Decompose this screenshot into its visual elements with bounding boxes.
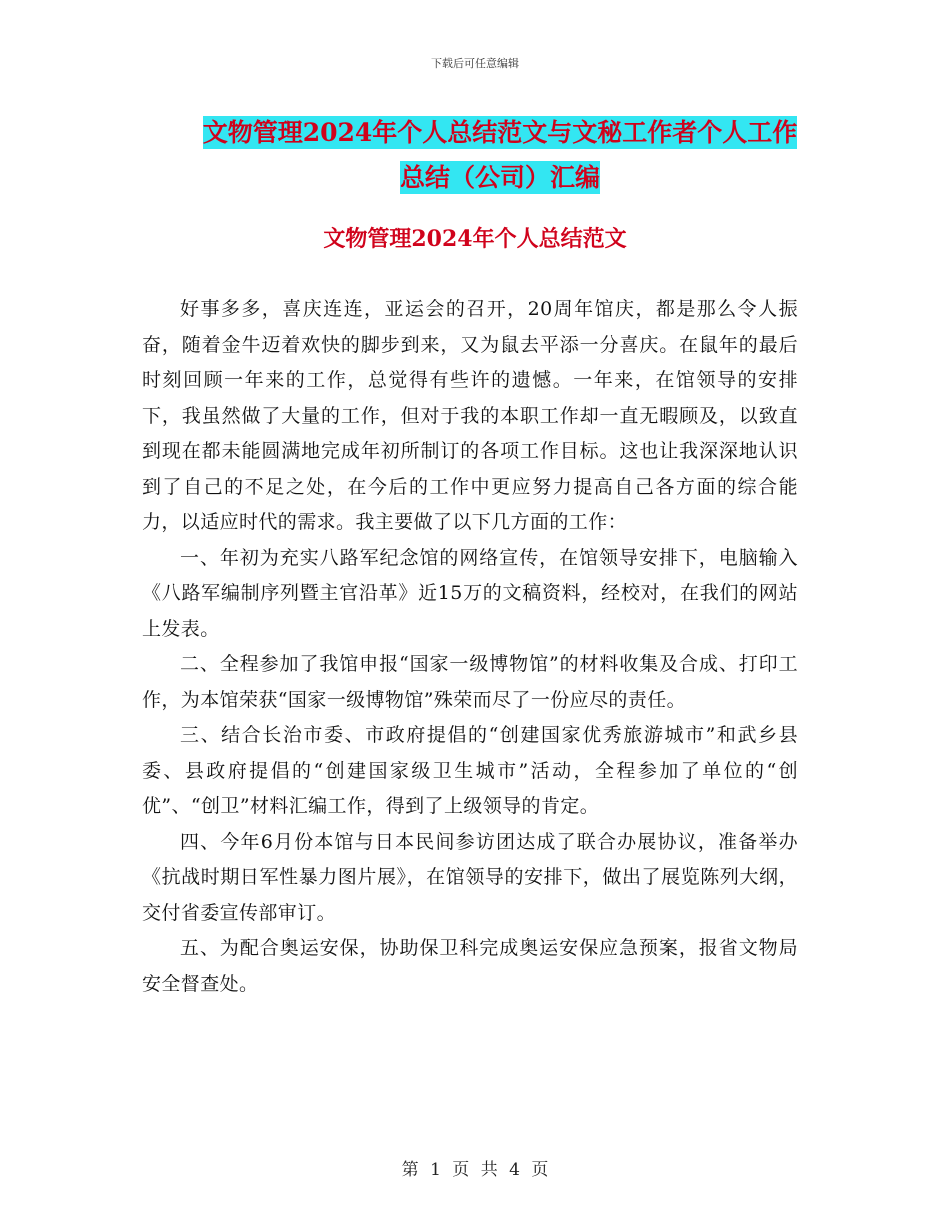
paragraph: 一、年初为充实八路军纪念馆的网络宣传，在馆领导安排下，电脑输入《八路军编制序列暨主官沿革》近15万的文稿资料，经校对，在我们的网站上发表。: [142, 546, 798, 640]
title-line-1: 文物管理2024年个人总结范文与文秘工作者个人工作: [202, 118, 798, 147]
document-body: [142, 292, 798, 1002]
page-footer: 第 1 页 共 4 页: [401, 1160, 549, 1180]
paragraph: 五、为配合奥运安保，协助保卫科完成奥运安保应急预案，报省文物局安全督查处。: [142, 937, 798, 995]
header-note: 下载后可任意编辑: [431, 57, 519, 70]
paragraph: 四、今年6月份本馆与日本民间参访团达成了联合办展协议，准备举办《抗战时期日军性暴力图片展》，在馆领导的安排下，做出了展览陈列大纲，交付省委宣传部审订。: [142, 830, 798, 924]
paragraph: 好事多多，喜庆连连，亚运会的召开，20周年馆庆，都是那么令人振奋，随着金牛迈着欢快的脚步到来，又为鼠去平添一分喜庆。在鼠年的最后时刻回顾一年来的工作，总觉得有些许的遗憾。一年来，在馆领导的安排下，我虽然做了大量的工作，但对于我的本职工作却一直无暇顾及，以致直到现在都未能圆满地完成年初所制订的各项工作目标。这也让我深深地认识到了自己的不足之处，在今后的工作中更应努力提高自己各方面的综合能力，以适应时代的需求。我主要做了以下几方面的工作：: [142, 298, 798, 533]
paragraph: 二、全程参加了我馆申报“国家一级博物馆”的材料收集及合成、打印工作，为本馆荣获“国家一级博物馆”殊荣而尽了一份应尽的责任。: [142, 653, 798, 711]
document-title: [140, 110, 860, 200]
paragraph: 三、结合长治市委、市政府提倡的“创建国家优秀旅游城市”和武乡县委、县政府提倡的“创建国家级卫生城市”活动，全程参加了单位的“创优”、“创卫”材料汇编工作，得到了上级领导的肯定。: [142, 724, 798, 817]
section-title: 文物管理2024年个人总结范文: [323, 226, 627, 252]
title-line-2: 总结（公司）汇编: [399, 163, 600, 192]
